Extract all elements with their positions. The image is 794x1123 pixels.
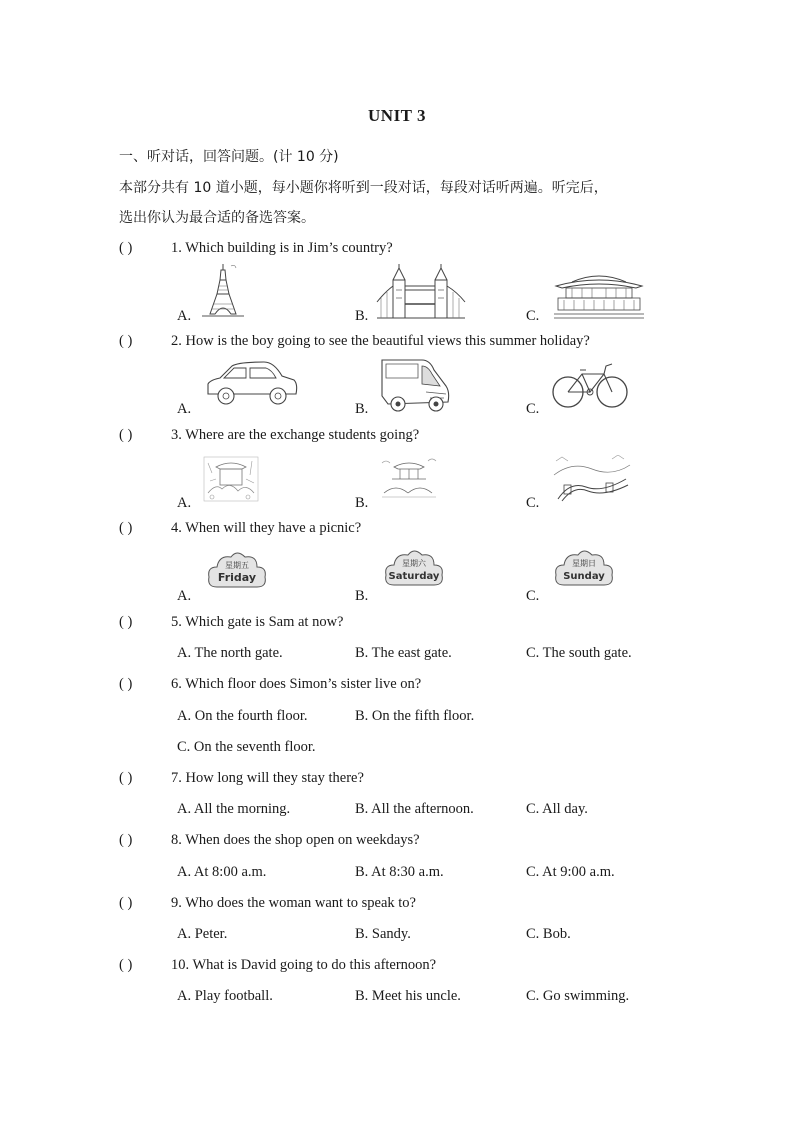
option-c[interactable]: C. Go swimming. <box>526 988 630 1004</box>
eiffel-tower-icon <box>198 262 248 318</box>
option-b[interactable]: B. <box>355 495 369 511</box>
car-icon <box>202 360 300 406</box>
camper-van-icon <box>378 356 452 414</box>
answer-blank[interactable]: ( ) <box>119 895 133 911</box>
question-stem: 7. How long will they stay there? <box>171 770 364 786</box>
option-a[interactable]: A. <box>177 588 192 604</box>
question-6 <box>119 676 421 693</box>
question-stem: 4. When will they have a picnic? <box>171 520 362 536</box>
option-a[interactable]: A. The north gate. <box>177 645 283 661</box>
option-b[interactable]: B. On the fifth floor. <box>355 708 475 724</box>
pavilion-bridge-icon <box>380 455 438 501</box>
answer-blank[interactable]: ( ) <box>119 614 133 630</box>
cloud-en-label: Friday <box>217 571 257 584</box>
answer-blank[interactable]: ( ) <box>119 427 133 443</box>
option-c[interactable]: C. At 9:00 a.m. <box>526 864 615 880</box>
option-a[interactable]: A. <box>177 495 192 511</box>
answer-blank[interactable]: ( ) <box>119 957 133 973</box>
option-a[interactable]: A. <box>177 401 192 417</box>
question-8 <box>119 832 420 849</box>
section-heading: 一、听对话，回答问题。(计 10 分) <box>119 149 339 165</box>
answer-blank[interactable]: ( ) <box>119 770 133 786</box>
option-a[interactable]: A. On the fourth floor. <box>177 708 308 724</box>
question-stem: 6. Which floor does Simon’s sister live on? <box>171 676 422 692</box>
cloud-saturday-icon <box>383 547 445 589</box>
answer-blank[interactable]: ( ) <box>119 333 133 349</box>
cloud-friday-icon <box>205 549 269 591</box>
option-b[interactable]: B. The east gate. <box>355 645 452 661</box>
answer-blank[interactable]: ( ) <box>119 676 133 692</box>
option-a[interactable]: A. All the morning. <box>177 801 291 817</box>
cloud-cn-label: 星期六 <box>402 559 426 568</box>
option-c[interactable]: C. <box>526 401 540 417</box>
question-1 <box>119 240 393 257</box>
question-10 <box>119 957 436 974</box>
question-stem: 5. Which gate is Sam at now? <box>171 614 344 630</box>
option-a[interactable]: A. Play football. <box>177 988 273 1004</box>
question-4 <box>119 520 361 537</box>
option-a[interactable]: A. <box>177 308 192 324</box>
instruction-line-2: 选出你认为最合适的备选答案。 <box>119 210 315 226</box>
cloud-cn-label: 星期五 <box>225 561 249 570</box>
question-stem: 9. Who does the woman want to speak to? <box>171 895 416 911</box>
option-b[interactable]: B. Meet his uncle. <box>355 988 461 1004</box>
cloud-cn-label: 星期日 <box>572 559 596 568</box>
cloud-en-label: Saturday <box>388 571 440 582</box>
cloud-en-label: Sunday <box>563 571 605 582</box>
option-b[interactable]: B. Sandy. <box>355 926 411 942</box>
answer-blank[interactable]: ( ) <box>119 832 133 848</box>
question-7 <box>119 770 364 787</box>
question-stem: 2. How is the boy going to see the beautiful views this summer holiday? <box>171 333 590 349</box>
question-stem: 1. Which building is in Jim’s country? <box>171 240 393 256</box>
option-c[interactable]: C. <box>526 588 540 604</box>
option-b[interactable]: B. <box>355 308 369 324</box>
answer-blank[interactable]: ( ) <box>119 520 133 536</box>
tower-bridge-icon <box>375 262 467 320</box>
option-b[interactable]: B. All the afternoon. <box>355 801 474 817</box>
cloud-sunday-icon <box>553 547 615 589</box>
option-c[interactable]: C. Bob. <box>526 926 571 942</box>
temple-scene-icon <box>202 453 260 503</box>
question-9 <box>119 895 416 912</box>
question-stem: 3. Where are the exchange students going? <box>171 427 420 443</box>
page-title: UNIT 3 <box>368 106 426 125</box>
option-c[interactable]: C. <box>526 495 540 511</box>
answer-blank[interactable]: ( ) <box>119 240 133 256</box>
option-b[interactable]: B. <box>355 401 369 417</box>
bicycle-icon <box>550 360 630 410</box>
question-stem: 10. What is David going to do this afternoon? <box>171 957 437 973</box>
option-c[interactable]: C. All day. <box>526 801 588 817</box>
option-b[interactable]: B. <box>355 588 369 604</box>
option-a[interactable]: A. At 8:00 a.m. <box>177 864 267 880</box>
option-a[interactable]: A. Peter. <box>177 926 228 942</box>
great-wall-icon <box>552 455 632 503</box>
option-c[interactable]: C. <box>526 308 540 324</box>
question-3 <box>119 427 419 444</box>
question-2 <box>119 333 590 350</box>
question-5 <box>119 614 344 631</box>
instruction-line-1: 本部分共有 10 道小题，每小题你将听到一段对话，每段对话听两遍。听完后， <box>119 180 608 196</box>
option-c[interactable]: C. The south gate. <box>526 645 632 661</box>
question-stem: 8. When does the shop open on weekdays? <box>171 832 420 848</box>
chinese-palace-icon <box>552 268 646 320</box>
option-c[interactable]: C. On the seventh floor. <box>177 739 316 755</box>
option-b[interactable]: B. At 8:30 a.m. <box>355 864 444 880</box>
